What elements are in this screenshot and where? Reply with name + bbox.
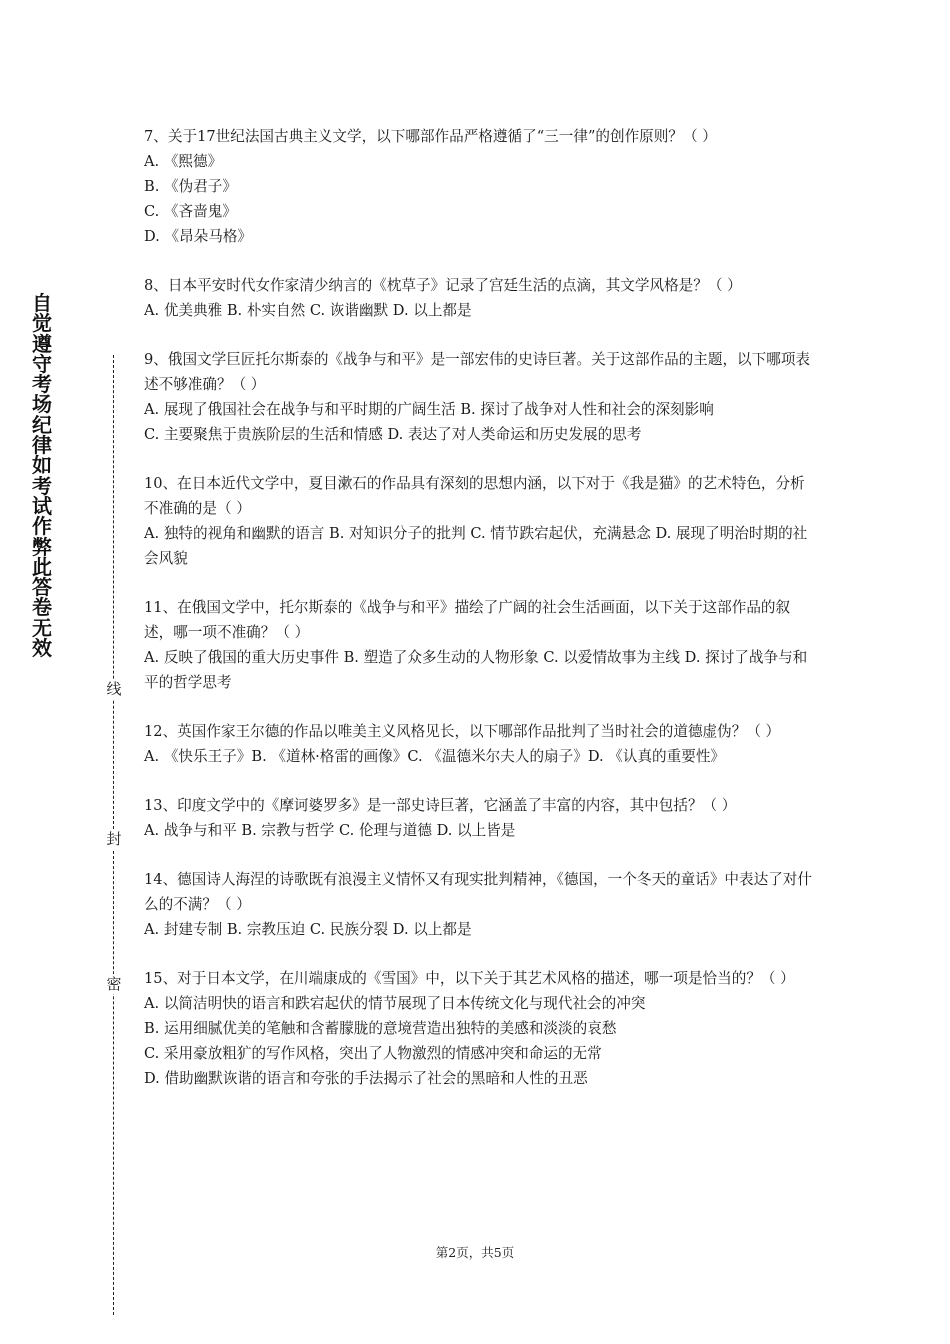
question-13 xyxy=(144,793,814,843)
question-15 xyxy=(144,966,814,1091)
options-line-2: C. 主要聚焦于贵族阶层的生活和情感 D. 表达了对人类命运和历史发展的思考 xyxy=(144,426,642,443)
options-line: A. 独特的视角和幽默的语言 B. 对知识分子的批判 C. 情节跌宕起伏，充满悬念 D. 展现了明治时期的社会风貌 xyxy=(144,525,808,567)
binding-label-mi: 密 xyxy=(104,974,124,994)
question-14 xyxy=(144,867,814,942)
page-number: 第2页，共5页 xyxy=(435,1245,515,1260)
question-stem: 15、对于日本文学，在川端康成的《雪国》中，以下关于其艺术风格的描述，哪一项是恰当的？（ ） xyxy=(144,970,795,987)
option-b: B. 运用细腻优美的笔触和含蓄朦胧的意境营造出独特的美感和淡淡的哀愁 xyxy=(144,1020,617,1037)
options-line: A. 战争与和平 B. 宗教与哲学 C. 伦理与道德 D. 以上皆是 xyxy=(144,822,516,839)
option-c: C. 采用豪放粗犷的写作风格，突出了人物激烈的情感冲突和命运的无常 xyxy=(144,1045,602,1062)
question-stem: 7、关于17世纪法国古典主义文学，以下哪部作品严格遵循了“三一律”的创作原则？（ ） xyxy=(144,128,717,145)
option-a: A. 《熙德》 xyxy=(144,153,223,170)
question-11 xyxy=(144,595,814,695)
question-stem: 8、日本平安时代女作家清少纳言的《枕草子》记录了宫廷生活的点滴，其文学风格是？（ ） xyxy=(144,277,742,294)
options-line: A. 封建专制 B. 宗教压迫 C. 民族分裂 D. 以上都是 xyxy=(144,921,472,938)
option-c: C. 《吝啬鬼》 xyxy=(144,203,237,220)
question-stem: 14、德国诗人海涅的诗歌既有浪漫主义情怀又有现实批判精神，《德国，一个冬天的童话》中表达了对什么的不满？（ ） xyxy=(144,871,812,913)
binding-label-feng: 封 xyxy=(104,829,124,849)
question-stem: 10、在日本近代文学中，夏目漱石的作品具有深刻的思想内涵，以下对于《我是猫》的艺术特色，分析不准确的是（ ） xyxy=(144,475,805,517)
options-line: A. 反映了俄国的重大历史事件 B. 塑造了众多生动的人物形象 C. 以爱情故事为主线 D. 探讨了战争与和平的哲学思考 xyxy=(144,649,808,691)
question-stem: 9、俄国文学巨匠托尔斯泰的《战争与和平》是一部宏伟的史诗巨著。关于这部作品的主题，以下哪项表述不够准确？（ ） xyxy=(144,351,811,393)
question-7 xyxy=(144,124,814,249)
question-10 xyxy=(144,471,814,571)
exam-discipline-warning: 自觉遵守考场纪律如考试作弊此答卷无效 xyxy=(32,291,52,661)
question-9 xyxy=(144,347,814,447)
option-d: D. 借助幽默诙谐的语言和夸张的手法揭示了社会的黑暗和人性的丑恶 xyxy=(144,1070,588,1087)
option-d: D. 《昂朵马格》 xyxy=(144,228,253,245)
question-stem: 12、英国作家王尔德的作品以唯美主义风格见长，以下哪部作品批判了当时社会的道德虚伪？（ ） xyxy=(144,723,781,740)
options-line-1: A. 展现了俄国社会在战争与和平时期的广阔生活 B. 探讨了战争对人性和社会的深刻影响 xyxy=(144,401,714,418)
binding-label-xian: 线 xyxy=(104,679,124,699)
option-a: A. 以简洁明快的语言和跌宕起伏的情节展现了日本传统文化与现代社会的冲突 xyxy=(144,995,646,1012)
question-stem: 13、印度文学中的《摩诃婆罗多》是一部史诗巨著，它涵盖了丰富的内容，其中包括？（ ） xyxy=(144,797,737,814)
question-stem: 11、在俄国文学中，托尔斯泰的《战争与和平》描绘了广阔的社会生活画面，以下关于这部作品的叙述，哪一项不准确？（ ） xyxy=(144,599,791,641)
options-line: A. 优美典雅 B. 朴实自然 C. 诙谐幽默 D. 以上都是 xyxy=(144,302,472,319)
question-12 xyxy=(144,719,814,769)
option-b: B. 《伪君子》 xyxy=(144,178,237,195)
options-line: A. 《快乐王子》B. 《道林·格雷的画像》C. 《温德米尔夫人的扇子》D. 《认真的重要性》 xyxy=(144,748,726,765)
question-list xyxy=(144,124,814,1115)
question-8 xyxy=(144,273,814,323)
